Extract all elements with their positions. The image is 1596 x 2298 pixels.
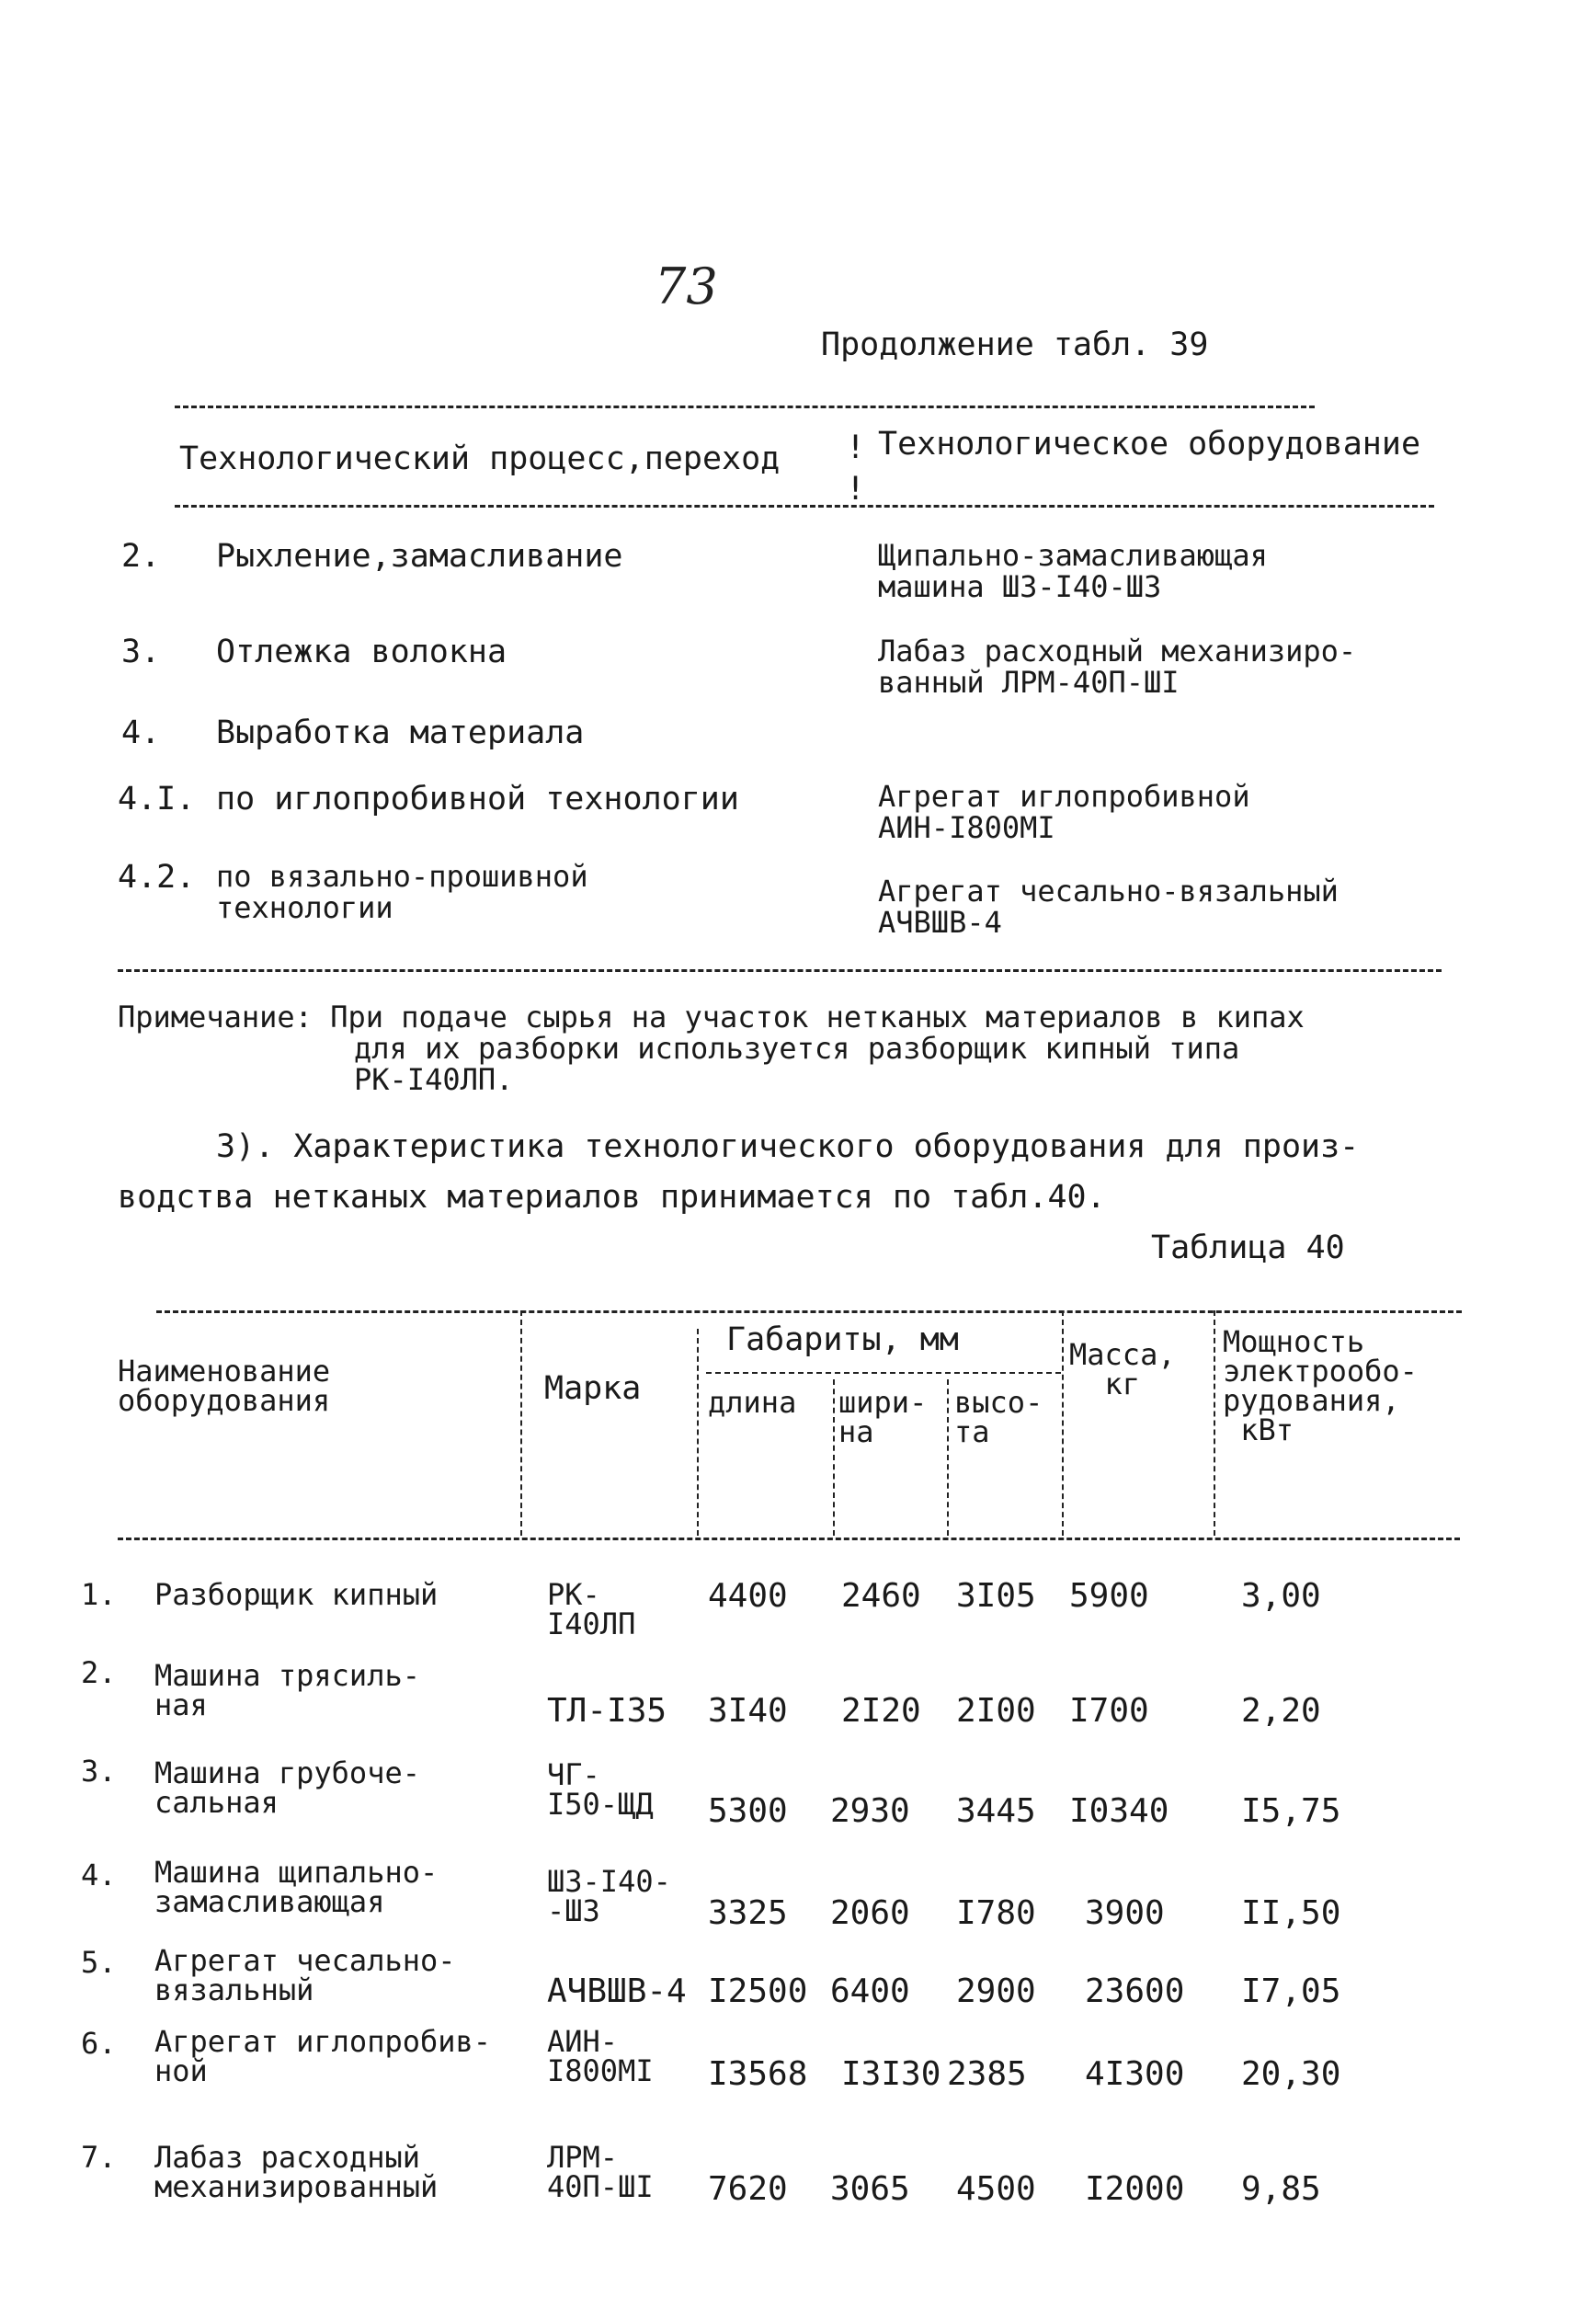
table40-row-mass: 23600 (1085, 1972, 1185, 2010)
table40-header-mark: Марка (544, 1370, 642, 1407)
table39-row-number: 4.2. (118, 859, 196, 896)
note-line: РК-I40ЛП. (354, 1062, 514, 1097)
table40-row-height: 3445 (956, 1792, 1036, 1830)
table40-row-mark: ТЛ-I35 (547, 1692, 667, 1730)
table40-row-length: 3I40 (708, 1692, 788, 1730)
table40-row-name: Агрегат иглопробив- ной (154, 2024, 492, 2088)
table40-row-length: I3568 (708, 2055, 808, 2093)
table40-row-mass: 5900 (1069, 1577, 1149, 1615)
table40-row-height: 3I05 (956, 1577, 1036, 1615)
table40-row-number: 5. (81, 1945, 117, 1980)
paragraph-line: 3). Характеристика технологического оборудования для произ- (216, 1128, 1360, 1165)
table40-row-name: Машина щипально- замасливающая (154, 1855, 439, 1919)
table40-row-length: 7620 (708, 2170, 788, 2208)
table40-column-separator (520, 1310, 522, 1536)
table40-header-width: шири- на (838, 1385, 928, 1449)
table39-row-number: 3. (121, 634, 161, 670)
table40-row-height: 2385 (947, 2055, 1027, 2093)
table39-header-process: Технологический процесс,переход (179, 440, 781, 477)
table40-row-mark: РК- I40ЛП (547, 1577, 636, 1641)
table40-row-number: 3. (81, 1754, 117, 1789)
table40-column-separator (1214, 1310, 1215, 1536)
table39-row-equipment: Щипально-замасливающая (878, 538, 1268, 573)
table40-row-mass: 4I300 (1085, 2055, 1185, 2093)
table40-header-name: Наименование оборудования (118, 1354, 331, 1418)
table39-row-number: 4.I. (118, 781, 196, 817)
table40-header-power: Мощность электрообо- рудования, кВт (1223, 1324, 1418, 1447)
page-number: 73 (655, 257, 718, 315)
table40-row-number: 4. (81, 1858, 117, 1892)
table40-row-power: 2,20 (1241, 1692, 1321, 1730)
table40-row-number: 7. (81, 2140, 117, 2175)
table39-row-equipment: АЧВШВ-4 (878, 905, 1002, 940)
table40-row-mark: АИН- I800МI (547, 2024, 654, 2088)
continuation-caption: Продолжение табл. 39 (821, 326, 1209, 363)
table39-row-equipment: машина ШЗ-I40-ШЗ (878, 569, 1162, 604)
table39-row-process: Выработка материала (216, 715, 585, 751)
table39-top-rule (175, 406, 1315, 408)
table40-row-width: I3I30 (841, 2055, 941, 2093)
table40-row-power: II,50 (1241, 1894, 1341, 1932)
table39-row-number: 2. (121, 538, 161, 575)
table40-top-rule (156, 1310, 1462, 1313)
table40-row-width: 2460 (841, 1577, 921, 1615)
table40-column-separator (833, 1379, 835, 1536)
paragraph-line: водства нетканых материалов принимается по табл.40. (118, 1179, 1106, 1216)
table40-row-mass: I2000 (1085, 2170, 1185, 2208)
table39-row-process: по вязально-прошивной (216, 859, 588, 894)
table40-row-power: 9,85 (1241, 2170, 1321, 2208)
table39-row-process: Отлежка волокна (216, 634, 507, 670)
table39-row-process: по иглопробивной технологии (216, 781, 739, 817)
table40-column-separator (1062, 1310, 1064, 1536)
table40-row-name: Лабаз расходный механизированный (154, 2140, 439, 2204)
table40-row-mark: ЧГ- I50-ЩД (547, 1757, 654, 1822)
table40-row-width: 3065 (830, 2170, 910, 2208)
table40-row-length: 4400 (708, 1577, 788, 1615)
table40-row-mark: ШЗ-I40- -ШЗ (547, 1864, 671, 1928)
table40-column-separator (697, 1329, 699, 1536)
table40-row-power: 3,00 (1241, 1577, 1321, 1615)
table40-row-name: Агрегат чесально- вязальный (154, 1943, 456, 2007)
table40-row-length: 5300 (708, 1792, 788, 1830)
table40-row-name: Машина грубоче- сальная (154, 1755, 420, 1820)
table40-row-power: 20,30 (1241, 2055, 1341, 2093)
note-line: для их разборки используется разборщик кипный типа (354, 1031, 1240, 1066)
table39-header-divider: ! (846, 471, 866, 508)
table40-row-name: Машина трясиль- ная (154, 1658, 420, 1722)
table39-row-equipment: Агрегат чесально-вязальный (878, 874, 1339, 909)
table40-row-power: I5,75 (1241, 1792, 1341, 1830)
table40-row-power: I7,05 (1241, 1972, 1341, 2010)
table39-header-divider: ! (846, 429, 866, 466)
table40-dims-subrule (706, 1372, 1061, 1374)
table40-row-width: 2060 (830, 1894, 910, 1932)
table40-row-mass: I0340 (1069, 1792, 1169, 1830)
table40-row-number: 6. (81, 2026, 117, 2061)
table40-row-width: 2930 (830, 1792, 910, 1830)
table39-row-process: технологии (216, 890, 393, 925)
table39-row-equipment: Агрегат иглопробивной (878, 779, 1250, 814)
table40-row-height: 2900 (956, 1972, 1036, 2010)
table40-row-width: 6400 (830, 1972, 910, 2010)
table40-row-height: 2I00 (956, 1692, 1036, 1730)
table40-row-mass: 3900 (1085, 1894, 1165, 1932)
table40-header-height: высо- та (954, 1385, 1043, 1449)
table39-bottom-rule (118, 969, 1442, 972)
table39-row-equipment: ванный ЛРМ-40П-ШI (878, 665, 1180, 700)
table40-header-dims: Габариты, мм (726, 1321, 959, 1358)
table40-row-mark: АЧВШВ-4 (547, 1972, 687, 2010)
note-line: Примечание: При подаче сырья на участок нетканых материалов в кипах (118, 1000, 1305, 1035)
table39-row-equipment: АИН-I800МI (878, 810, 1055, 845)
table40-row-height: 4500 (956, 2170, 1036, 2208)
table40-row-length: I2500 (708, 1972, 808, 2010)
table40-header-length: длина (708, 1385, 797, 1420)
table40-column-separator (947, 1379, 949, 1536)
table40-row-mass: I700 (1069, 1692, 1149, 1730)
table40-row-mark: ЛРМ- 40П-ШI (547, 2140, 654, 2204)
table40-row-number: 2. (81, 1655, 117, 1690)
table40-row-length: 3325 (708, 1894, 788, 1932)
table40-header-rule (118, 1538, 1460, 1540)
table39-row-equipment: Лабаз расходный механизиро- (878, 634, 1357, 669)
table40-row-name: Разборщик кипный (154, 1577, 439, 1612)
table40-row-width: 2I20 (841, 1692, 921, 1730)
table39-header-rule (175, 505, 1434, 508)
table39-row-number: 4. (121, 715, 161, 751)
table40-row-number: 1. (81, 1577, 117, 1612)
table39-header-equipment: Технологическое оборудование (878, 426, 1421, 463)
table40-caption: Таблица 40 (1151, 1229, 1345, 1266)
table39-row-process: Рыхление,замасливание (216, 538, 623, 575)
table40-row-height: I780 (956, 1894, 1036, 1932)
table40-header-mass: Масса, кг (1069, 1337, 1176, 1401)
